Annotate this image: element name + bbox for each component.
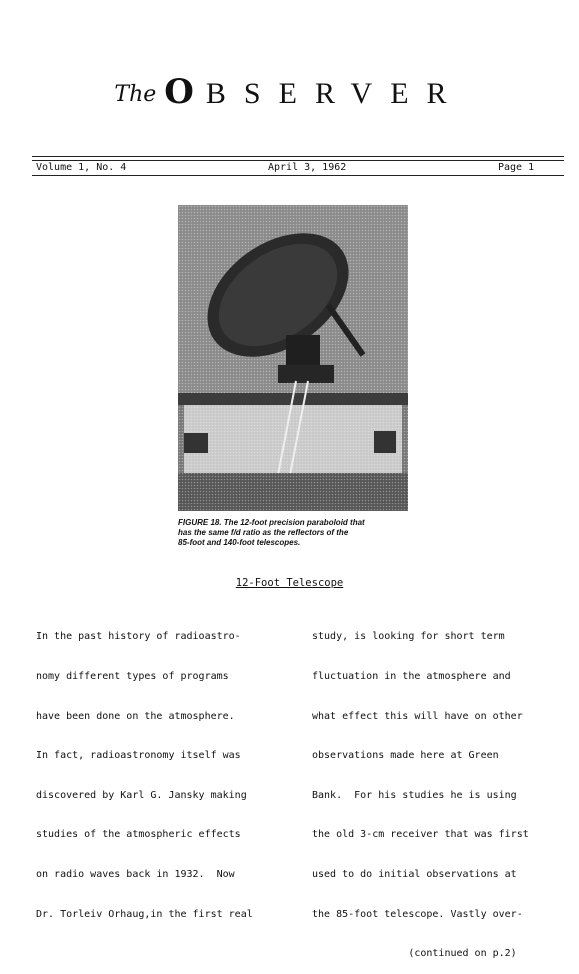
text-line: observations made here at Green — [312, 750, 499, 762]
article-title: 12-Foot Telescope — [235, 577, 344, 589]
text-line: fluctuation in the atmosphere and — [312, 671, 511, 683]
text-line: In the past history of radioastro- — [36, 631, 241, 643]
text-line: have been done on the atmosphere. — [36, 710, 235, 722]
masthead-o: O — [164, 72, 194, 112]
text-line: studies of the atmospheric effects — [36, 829, 241, 841]
text-line: on radio waves back in 1932. Now — [36, 869, 235, 881]
masthead-rest: BSERVER — [205, 77, 465, 110]
text-line: what effect this will have on other — [312, 710, 523, 722]
issue-underline — [32, 175, 564, 176]
telescope-photo — [178, 205, 408, 511]
top-rule — [32, 156, 564, 157]
text-line: the 85-foot telescope. Vastly over- — [312, 908, 523, 920]
continued-note: (continued on p.2) — [312, 948, 517, 960]
caption-line: 85-foot and 140-foot telescopes. — [178, 538, 301, 547]
issue-line — [36, 162, 562, 176]
text-line: Dr. Torleiv Orhaug,in the first real — [36, 908, 253, 920]
volume-number: Volume 1, No. 4 — [36, 162, 127, 173]
text-line: discovered by Karl G. Jansky making — [36, 789, 247, 801]
article-column-right — [312, 604, 574, 974]
caption-line: FIGURE 18. The 12-foot precision paraboloid that — [178, 518, 365, 527]
caption-line: has the same f/d ratio as the reflectors of the — [178, 528, 349, 537]
masthead-the: The — [114, 82, 157, 107]
text-line: study, is looking for short term — [312, 631, 505, 643]
text-line: Bank. For his studies he is using — [312, 789, 517, 801]
text-line: used to do initial observations at — [312, 869, 517, 881]
page-number: Page 1 — [498, 162, 535, 173]
masthead — [0, 72, 579, 112]
text-line: In fact, radioastronomy itself was — [36, 750, 241, 762]
issue-date: April 3, 1962 — [268, 162, 347, 173]
telescope-illustration — [178, 205, 408, 511]
figure-caption — [178, 518, 414, 548]
text-line: nomy different types of programs — [36, 671, 229, 683]
top-rule-thin — [32, 160, 564, 161]
article-column-left — [36, 604, 298, 934]
text-line: the old 3-cm receiver that was first — [312, 829, 529, 841]
